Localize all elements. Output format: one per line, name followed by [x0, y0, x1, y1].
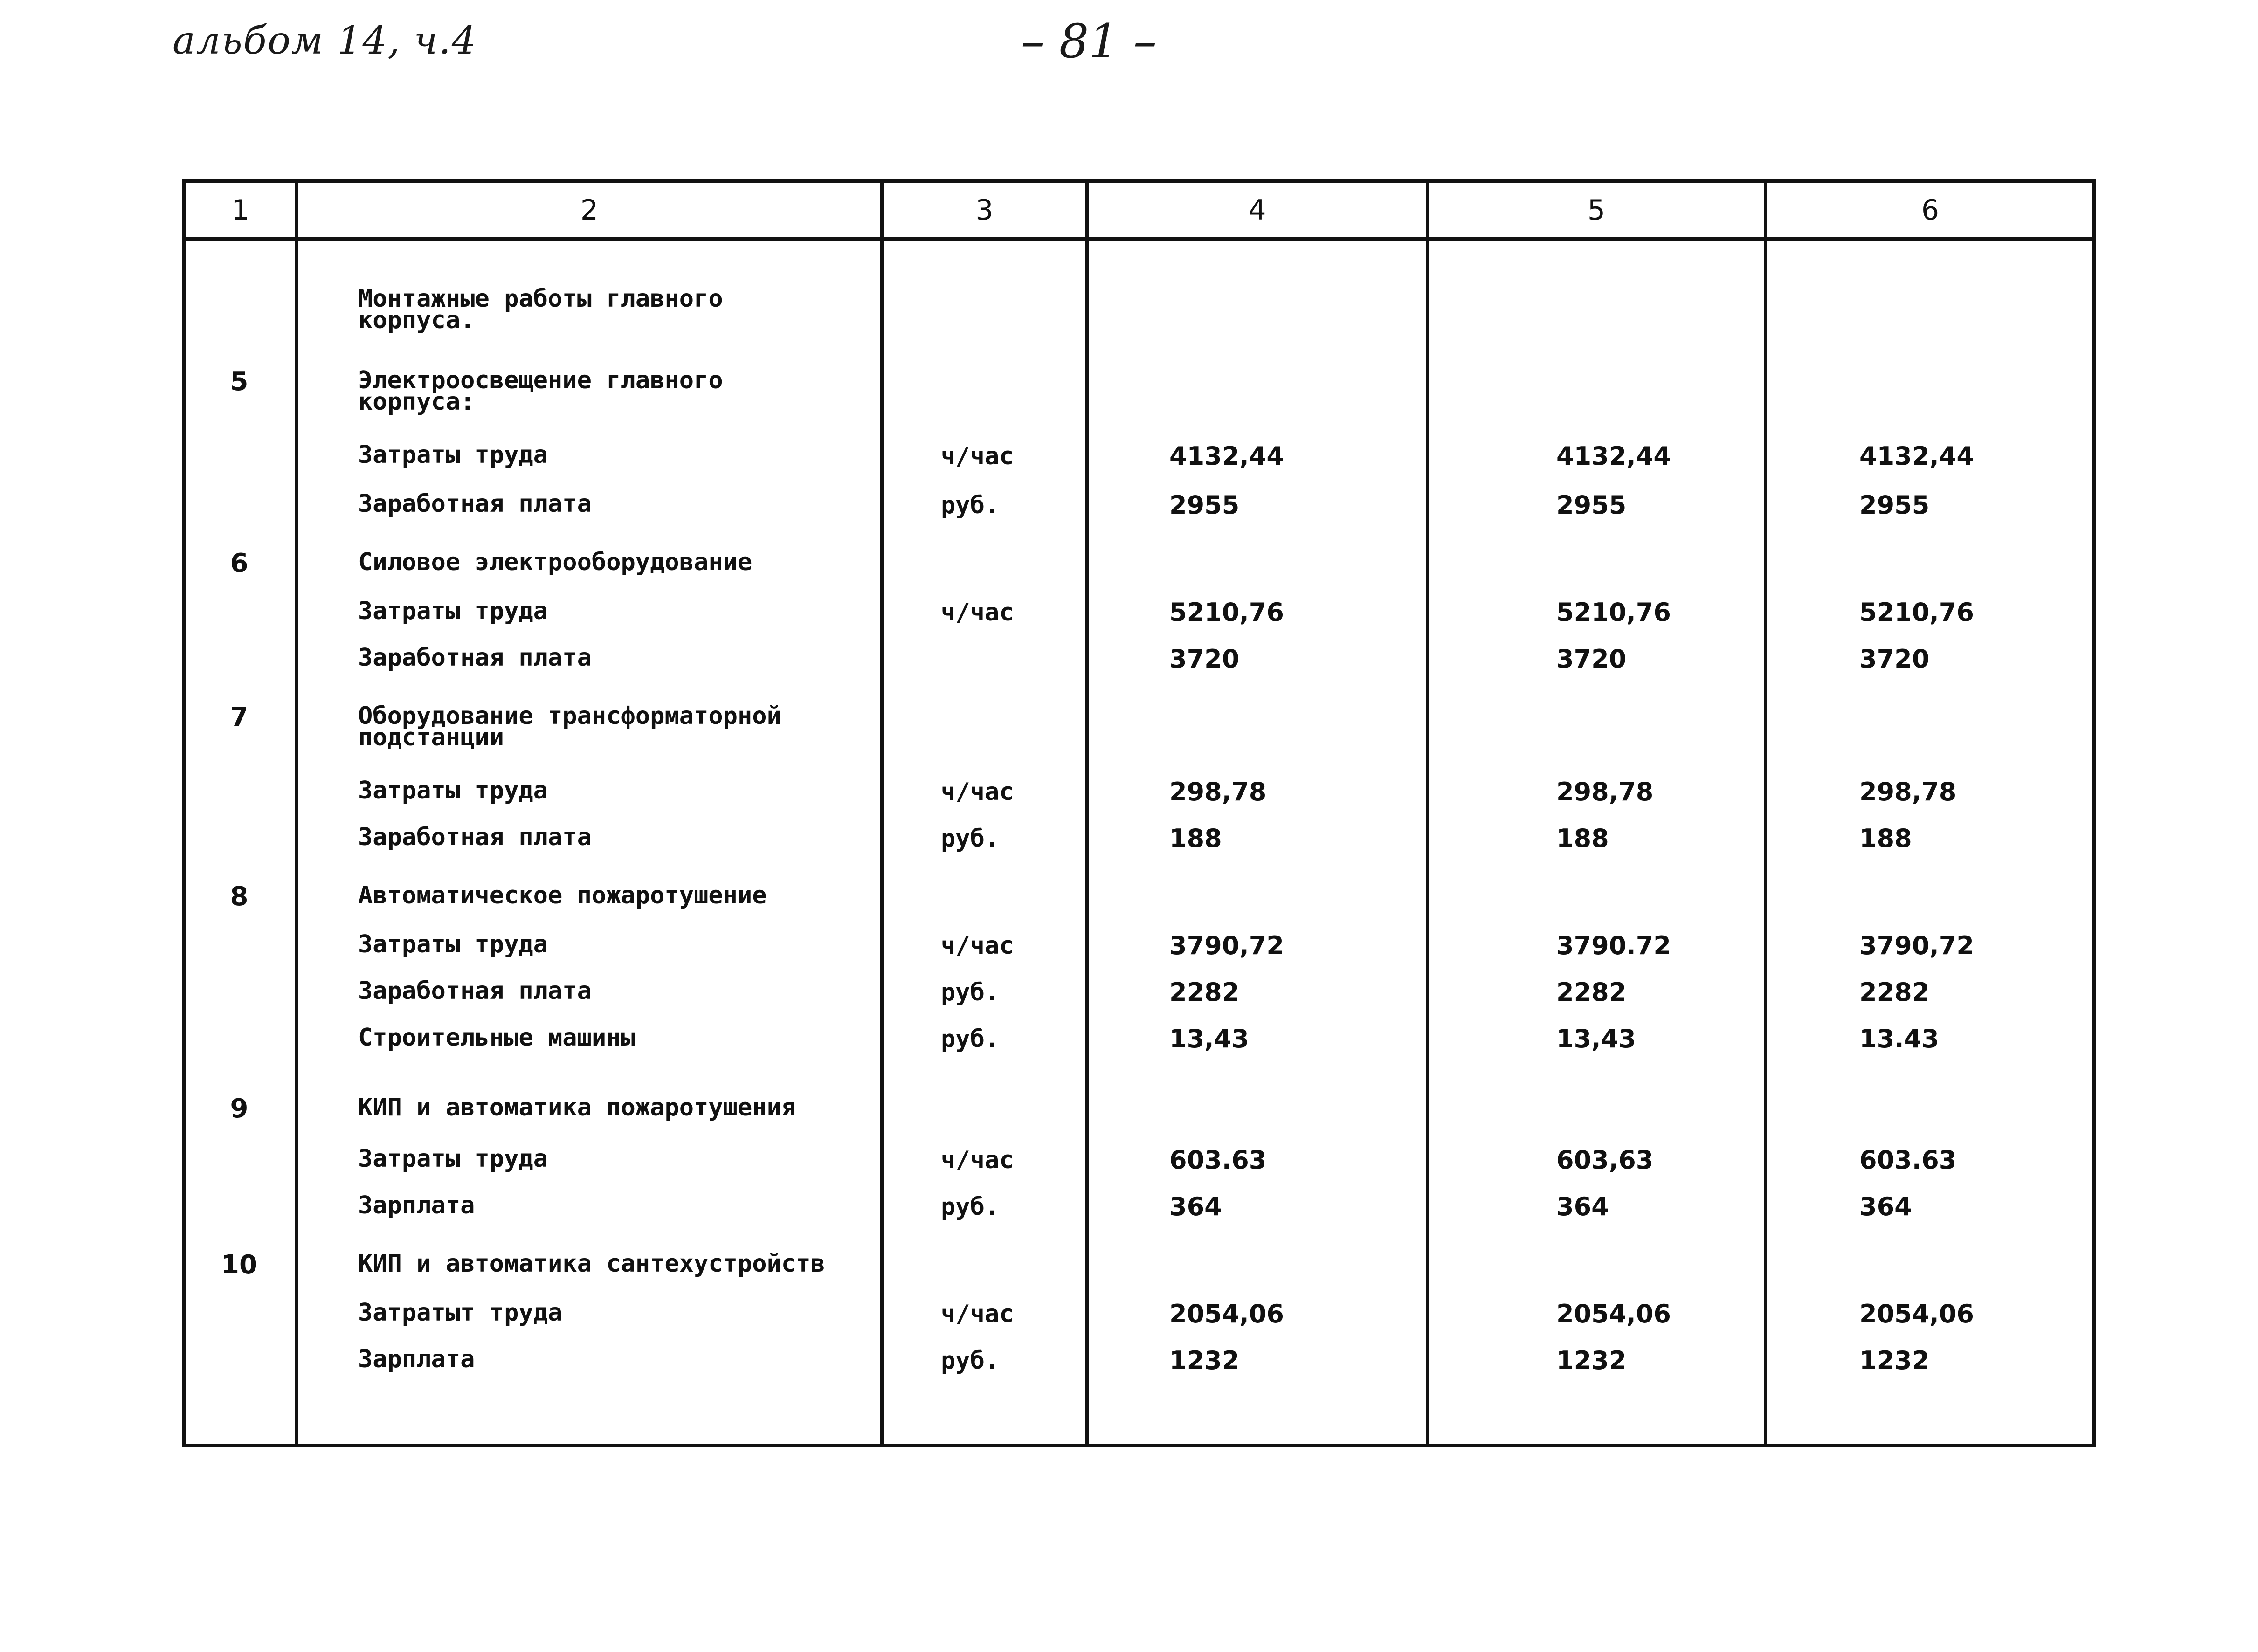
table-cell-unit: руб.	[941, 1025, 1000, 1053]
table-cell-unit: руб.	[941, 1347, 1000, 1375]
header-divider	[186, 237, 2092, 241]
table-cell-v5: 2955	[1556, 490, 1627, 520]
table-cell-name: Затраты труда	[358, 441, 548, 469]
table-cell-name: Электроосвещение главного корпуса:	[358, 366, 723, 416]
table-cell-name: КИП и автоматика сантехустройств	[358, 1250, 825, 1278]
table-cell-v5: 364	[1556, 1192, 1609, 1221]
table-cell-v6: 298,78	[1859, 777, 1957, 806]
table-cell-v4: 2955	[1169, 490, 1240, 520]
table-cell-name: Оборудование трансформаторной подстанции	[358, 702, 781, 751]
column-header-1: 1	[231, 194, 249, 227]
table-cell-unit: ч/час	[941, 442, 1014, 470]
table-cell-v6: 2955	[1859, 490, 1930, 520]
table-cell-name: Заработная плата	[358, 644, 592, 672]
table-cell-v4: 364	[1169, 1192, 1222, 1221]
table-cell-v4: 2054,06	[1169, 1299, 1284, 1328]
table-cell-v6: 188	[1859, 824, 1912, 853]
table-cell-v5: 1232	[1556, 1346, 1627, 1375]
table-cell-name: Затратыт труда	[358, 1299, 563, 1327]
table-cell-no: 6	[230, 548, 249, 578]
table-cell-unit: руб.	[941, 491, 1000, 519]
table-cell-v5: 298,78	[1556, 777, 1654, 806]
data-table	[182, 179, 2096, 1447]
table-cell-name: Монтажные работы главного корпуса.	[358, 285, 723, 334]
table-cell-v6: 3720	[1859, 644, 1930, 674]
table-cell-v4: 188	[1169, 824, 1222, 853]
column-divider	[880, 183, 884, 1444]
table-cell-v4: 3790,72	[1169, 931, 1284, 960]
column-header-6: 6	[1921, 194, 1940, 227]
table-cell-name: Затраты труда	[358, 597, 548, 625]
table-cell-v4: 3720	[1169, 644, 1240, 674]
table-cell-v6: 603.63	[1859, 1145, 1957, 1175]
table-cell-no: 9	[230, 1094, 249, 1124]
table-cell-name: КИП и автоматика пожаротушения	[358, 1094, 796, 1122]
column-header-2: 2	[580, 194, 599, 227]
table-cell-name: Затраты труда	[358, 777, 548, 805]
table-cell-v5: 13,43	[1556, 1024, 1636, 1053]
table-cell-name: Затраты труда	[358, 930, 548, 958]
table-cell-v5: 3720	[1556, 644, 1627, 674]
column-header-3: 3	[975, 194, 994, 227]
table-cell-v4: 5210,76	[1169, 598, 1284, 627]
page-number: – 81 –	[1021, 14, 1157, 69]
table-cell-v5: 2282	[1556, 977, 1627, 1007]
table-cell-name: Силовое электрооборудование	[358, 548, 753, 576]
table-cell-unit: ч/час	[941, 599, 1014, 626]
table-cell-unit: руб.	[941, 1193, 1000, 1221]
table-cell-name: Строительные машины	[358, 1024, 635, 1052]
column-divider	[1426, 183, 1429, 1444]
table-cell-unit: ч/час	[941, 1300, 1014, 1328]
table-cell-v4: 603.63	[1169, 1145, 1267, 1175]
table-cell-v5: 2054,06	[1556, 1299, 1671, 1328]
table-cell-v6: 2054,06	[1859, 1299, 1974, 1328]
table-cell-v6: 13.43	[1859, 1024, 1939, 1053]
table-cell-v4: 2282	[1169, 977, 1240, 1007]
column-divider	[1764, 183, 1767, 1444]
table-cell-no: 7	[230, 702, 249, 732]
table-cell-unit: ч/час	[941, 1146, 1014, 1174]
table-cell-v5: 188	[1556, 824, 1609, 853]
table-cell-name: Заработная плата	[358, 490, 592, 518]
table-cell-unit: ч/час	[941, 778, 1014, 806]
table-cell-v6: 364	[1859, 1192, 1912, 1221]
table-cell-name: Заработная плата	[358, 823, 592, 851]
table-cell-unit: руб.	[941, 978, 1000, 1006]
table-cell-v4: 298,78	[1169, 777, 1267, 806]
table-cell-no: 10	[221, 1250, 257, 1280]
table-cell-name: Зарплата	[358, 1345, 475, 1373]
table-cell-name: Зарплата	[358, 1191, 475, 1219]
table-cell-v5: 5210,76	[1556, 598, 1671, 627]
table-cell-no: 5	[230, 366, 249, 397]
column-divider	[1085, 183, 1089, 1444]
album-note: альбом 14, ч.4	[173, 19, 477, 63]
table-cell-v4: 13,43	[1169, 1024, 1249, 1053]
table-cell-unit: руб.	[941, 825, 1000, 853]
table-cell-name: Автоматическое пожаротушение	[358, 881, 767, 909]
table-cell-unit: ч/час	[941, 932, 1014, 960]
table-cell-v6: 3790,72	[1859, 931, 1974, 960]
table-cell-v4: 4132,44	[1169, 441, 1284, 471]
table-cell-v6: 5210,76	[1859, 598, 1974, 627]
table-cell-v5: 3790.72	[1556, 931, 1671, 960]
table-cell-v6: 2282	[1859, 977, 1930, 1007]
table-cell-v5: 603,63	[1556, 1145, 1654, 1175]
column-divider	[295, 183, 298, 1444]
column-header-5: 5	[1587, 194, 1606, 227]
table-cell-v6: 1232	[1859, 1346, 1930, 1375]
table-cell-v6: 4132,44	[1859, 441, 1974, 471]
column-header-4: 4	[1248, 194, 1266, 227]
table-cell-no: 8	[230, 881, 249, 912]
table-cell-name: Затраты труда	[358, 1145, 548, 1173]
table-cell-v5: 4132,44	[1556, 441, 1671, 471]
table-cell-v4: 1232	[1169, 1346, 1240, 1375]
table-cell-name: Заработная плата	[358, 977, 592, 1005]
